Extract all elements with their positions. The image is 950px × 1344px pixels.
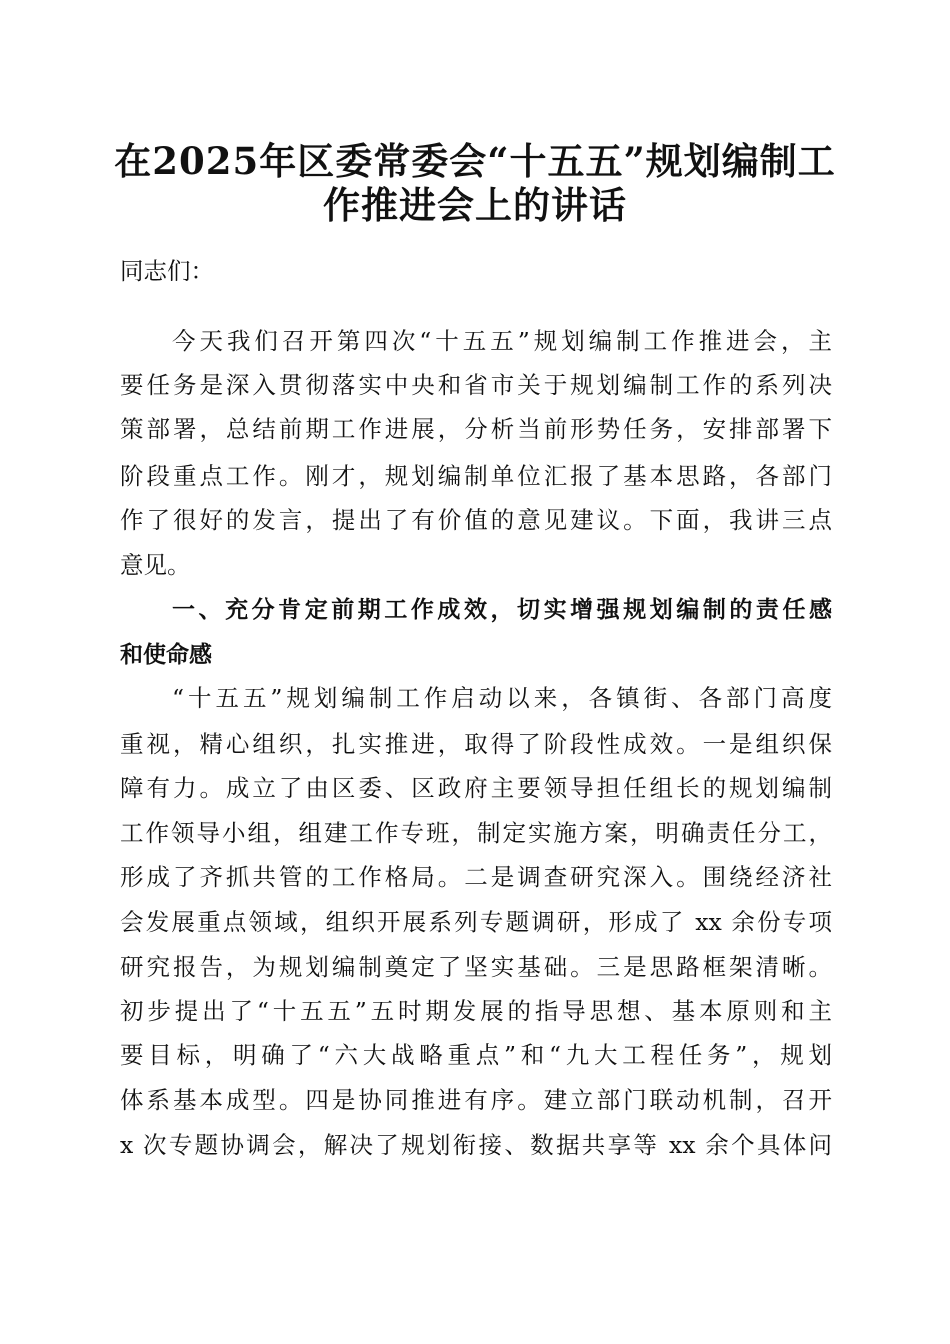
paragraph-line: 要任务是深入贯彻落实中央和省市关于规划编制工作的系列决 xyxy=(120,371,832,399)
paragraph-line: 障有力。成立了由区委、区政府主要领导担任组长的规划编制 xyxy=(120,774,832,802)
paragraph-line: 会发展重点领域，组织开展系列专题调研，形成了 xx 余份专项 xyxy=(120,908,832,936)
paragraph-line: 体系基本成型。四是协同推进有序。建立部门联动机制，召开 xyxy=(120,1086,832,1114)
paragraph-line: 今天我们召开第四次“十五五”规划编制工作推进会，主 xyxy=(172,327,832,355)
salutation: 同志们： xyxy=(120,257,214,285)
paragraph-line: “十五五”规划编制工作启动以来，各镇街、各部门高度 xyxy=(172,684,832,712)
paragraph-line: 意见。 xyxy=(120,551,191,579)
paragraph-line: 作了很好的发言，提出了有价值的意见建议。下面，我讲三点 xyxy=(120,506,832,534)
paragraph-line: 初步提出了“十五五”五时期发展的指导思想、基本原则和主 xyxy=(120,997,832,1025)
paragraph-line: 要目标，明确了“六大战略重点”和“九大工程任务”，规划 xyxy=(120,1041,832,1069)
paragraph-line: 阶段重点工作。刚才，规划编制单位汇报了基本思路，各部门 xyxy=(120,462,832,490)
paragraph-line: 重视，精心组织，扎实推进，取得了阶段性成效。一是组织保 xyxy=(120,730,832,758)
paragraph-line: 研究报告，为规划编制奠定了坚实基础。三是思路框架清晰。 xyxy=(120,953,832,981)
document-title-line-1: 在2025年区委常委会“十五五”规划编制工 xyxy=(114,139,836,183)
section-heading-line: 和使命感 xyxy=(120,642,212,668)
paragraph-line: 工作领导小组，组建工作专班，制定实施方案，明确责任分工， xyxy=(120,819,832,847)
paragraph-line: x 次专题协调会，解决了规划衔接、数据共享等 xx 余个具体问 xyxy=(120,1131,832,1159)
section-heading-line: 一、充分肯定前期工作成效，切实增强规划编制的责任感 xyxy=(172,597,832,623)
document-title-line-2: 作推进会上的讲话 xyxy=(323,183,627,227)
paragraph-line: 形成了齐抓共管的工作格局。二是调查研究深入。围绕经济社 xyxy=(120,863,832,891)
paragraph-line: 策部署，总结前期工作进展，分析当前形势任务，安排部署下 xyxy=(120,415,832,443)
